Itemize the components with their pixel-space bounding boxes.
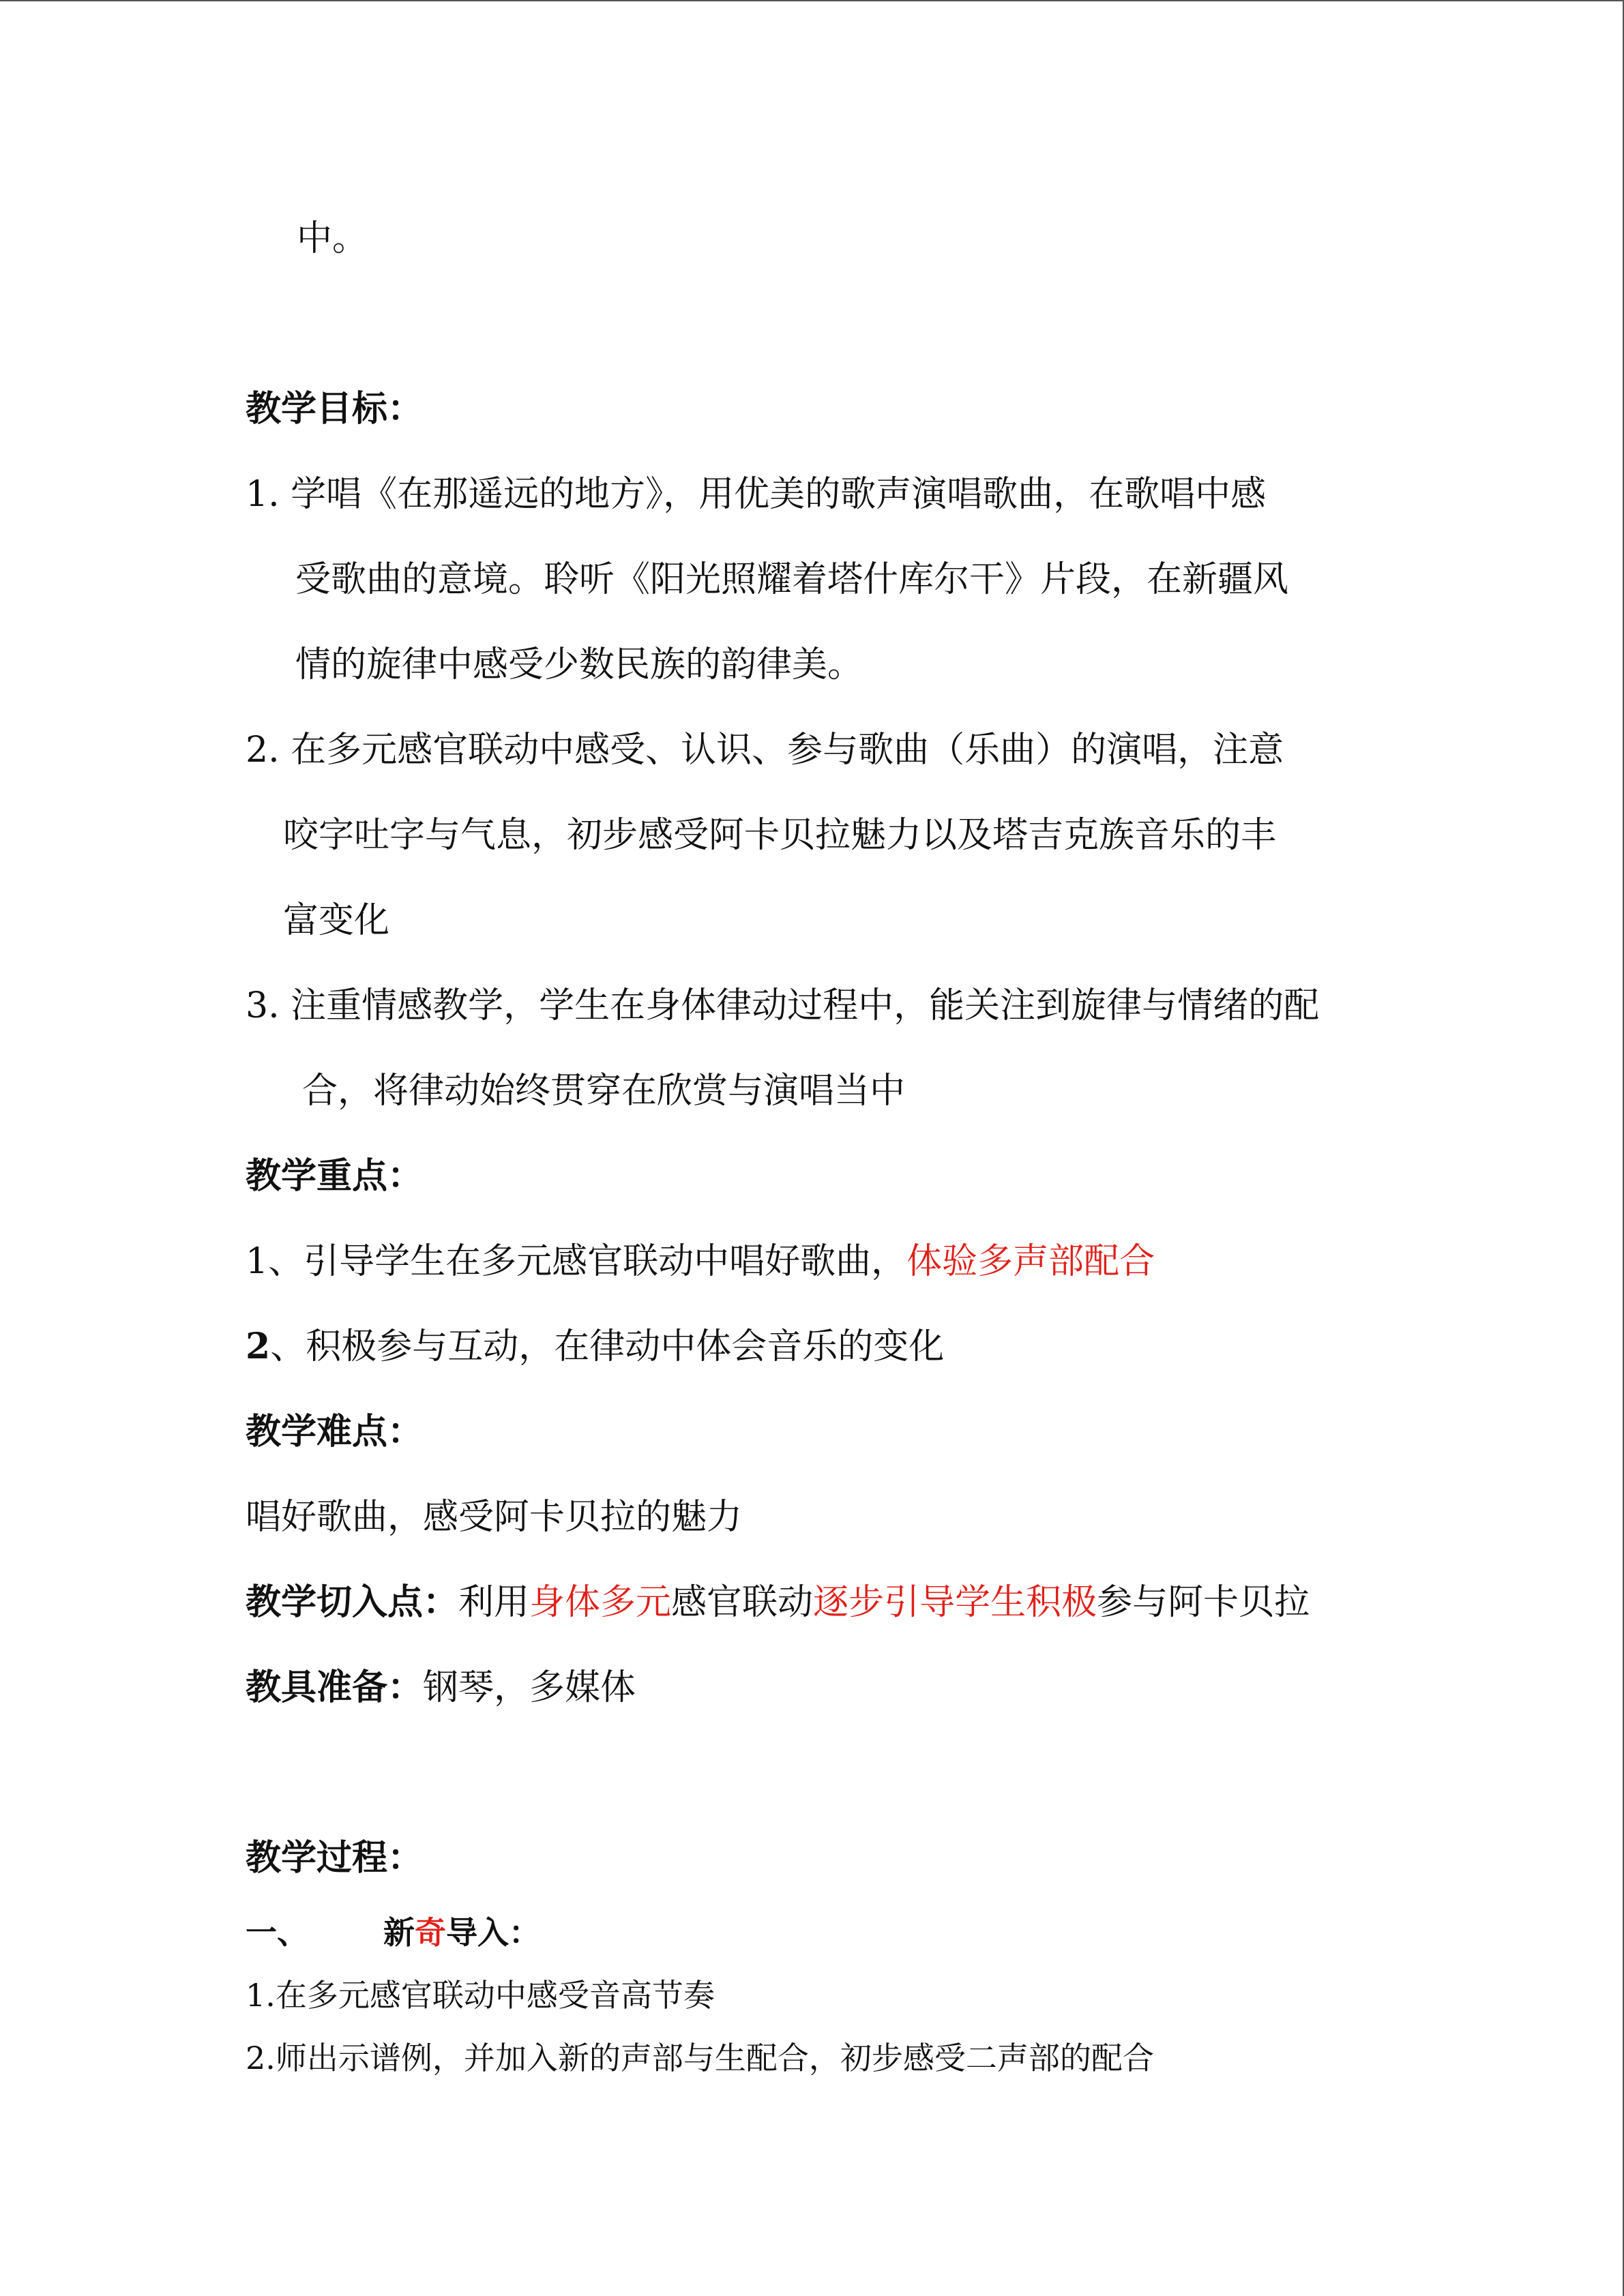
goal-2-line-3: 富变化 (283, 900, 390, 941)
key-point-2-number: 2 (246, 1326, 271, 1367)
goal-1-line-1: 1. 学唱《在那遥远的地方》，用优美的歌声演唱歌曲，在歌唱中感 (246, 474, 1267, 515)
key-point-2-text: 、积极参与互动，在律动中体会音乐的变化 (270, 1326, 945, 1367)
process-section-1 (246, 1913, 540, 1952)
tools (246, 1666, 636, 1710)
process-step-1: 1.在多元感官联动中感受音高节奏 (246, 1977, 715, 2014)
entry-point-text-1: 利用 (458, 1582, 530, 1623)
goals-heading: 教学目标： (246, 388, 424, 430)
key-point-1 (246, 1240, 1155, 1283)
key-point-1-text: 1、引导学生在多元感官联动中唱好歌曲， (246, 1241, 907, 1282)
entry-point (246, 1581, 1310, 1624)
goal-1-line-3: 情的旋律中感受少数民族的韵律美。 (295, 644, 863, 685)
tools-heading: 教具准备： (246, 1667, 424, 1708)
goal-3-line-1: 3. 注重情感教学，学生在身体律动过程中，能关注到旋律与情绪的配 (246, 985, 1320, 1026)
process-section-1-title-b: 导入： (446, 1914, 540, 1951)
difficulties-text: 唱好歌曲，感受阿卡贝拉的魅力 (246, 1497, 743, 1538)
entry-point-heading: 教学切入点： (246, 1581, 459, 1623)
entry-point-highlight-2: 逐步引导学生积极 (813, 1582, 1097, 1623)
process-section-1-title-highlight: 奇 (415, 1914, 446, 1951)
process-section-1-number: 一、 (246, 1914, 308, 1951)
tools-text: 钢琴，多媒体 (423, 1667, 636, 1708)
process-heading: 教学过程： (246, 1837, 424, 1879)
entry-point-text-2: 感官联动 (671, 1582, 814, 1623)
process-section-1-title-a: 新 (383, 1914, 415, 1951)
goal-2-line-1: 2. 在多元感官联动中感受、认识、参与歌曲（乐曲）的演唱，注意 (246, 730, 1284, 771)
difficulties-heading: 教学难点： (246, 1411, 424, 1452)
process-step-2: 2.师出示谱例，并加入新的声部与生配合，初步感受二声部的配合 (246, 2040, 1154, 2076)
goal-2-line-2: 咬字吐字与气息，初步感受阿卡贝拉魅力以及塔吉克族音乐的丰 (283, 815, 1277, 856)
entry-point-highlight-1: 身体多元 (529, 1582, 672, 1623)
goal-3-line-2: 合，将律动始终贯穿在欣赏与演唱当中 (302, 1071, 906, 1112)
carryover-text: 中。 (297, 218, 368, 259)
goal-1-line-2: 受歌曲的意境。聆听《阳光照耀着塔什库尔干》片段，在新疆风 (295, 559, 1289, 600)
entry-point-text-3: 参与阿卡贝拉 (1097, 1582, 1310, 1623)
key-points-heading: 教学重点： (246, 1155, 424, 1197)
key-point-2 (246, 1325, 944, 1369)
key-point-1-highlight: 体验多声部配合 (906, 1241, 1155, 1282)
page-top-border (0, 0, 1624, 1)
